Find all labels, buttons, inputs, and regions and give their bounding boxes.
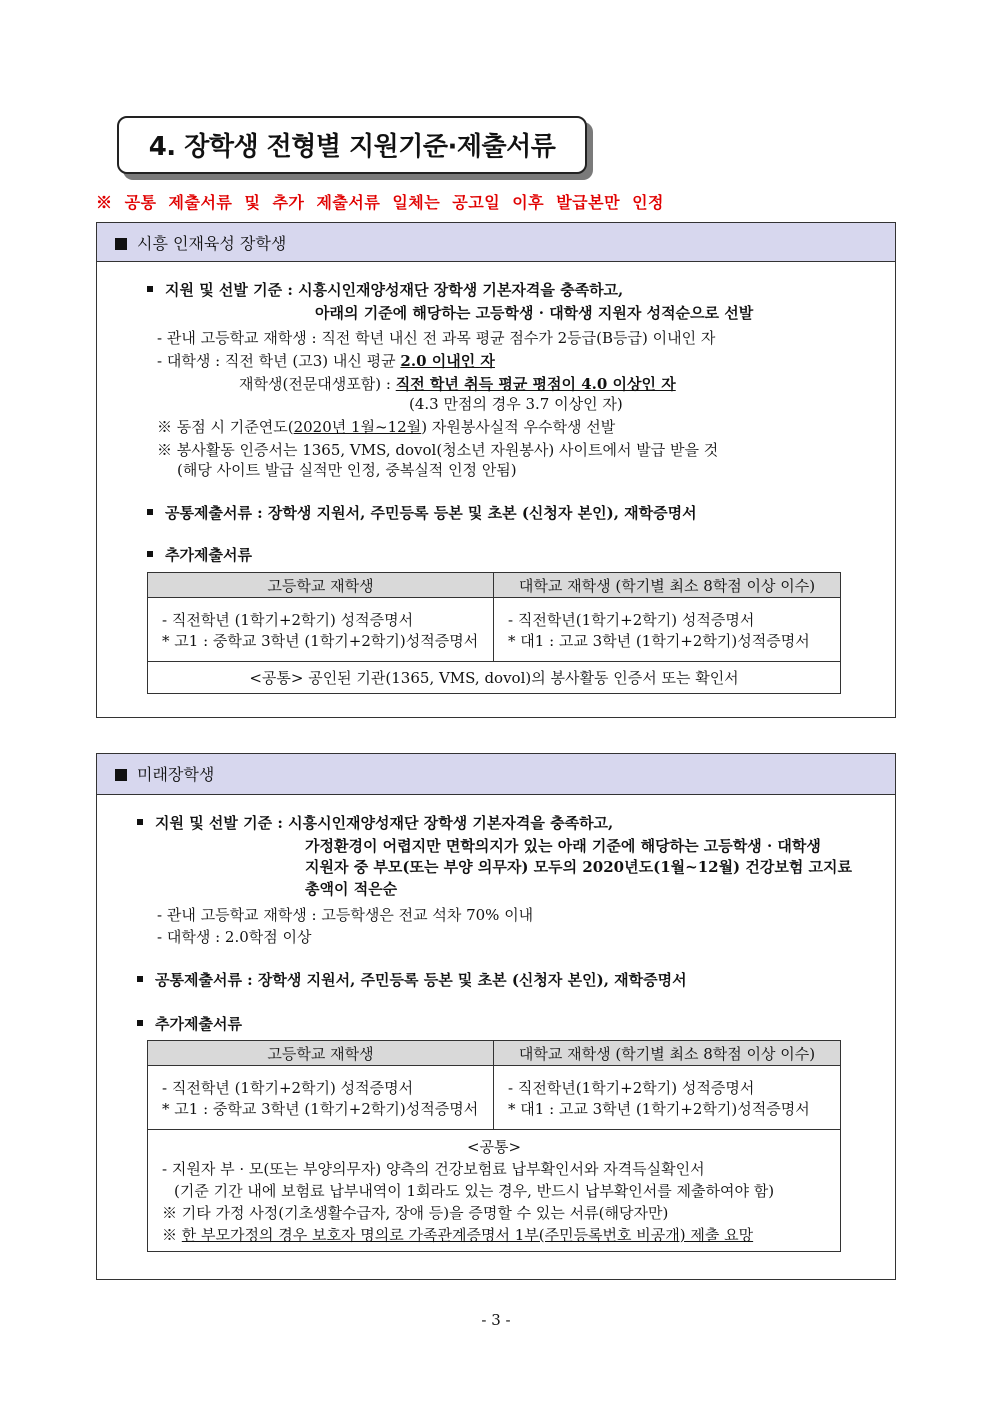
table-cell: - 직전학년(1학기+2학기) 성적증명서 * 대1 : 고교 3학년 (1학기+2학기)성적증명서	[494, 598, 841, 662]
section-title: 4. 장학생 전형별 지원기준·제출서류	[148, 132, 556, 162]
table-header: 대학교 재학생 (학기별 최소 8학점 이상 이수)	[494, 573, 841, 598]
criteria-line: 아래의 기준에 해당하는 고등학생 · 대학생 지원자 성적순으로 선발	[315, 304, 754, 322]
section-siheung-talent	[96, 222, 896, 718]
criteria-label: 지원 및 선발 기준 :	[155, 814, 283, 832]
section-heading: 미래장학생	[137, 765, 215, 784]
enrolled-note: (4.3 만점의 경우 3.7 이상인 자)	[409, 395, 623, 413]
extra-docs-label: 추가제출서류	[137, 1013, 242, 1034]
square-bullet-icon	[115, 238, 127, 250]
extra-docs-table	[147, 1040, 841, 1252]
section-header	[97, 223, 895, 262]
table-header: 고등학교 재학생	[148, 573, 494, 598]
table-cell: - 직전학년 (1학기+2학기) 성적증명서 * 고1 : 중학교 3학년 (1학기+2학기)성적증명서	[148, 1066, 494, 1130]
criteria-line: 총액이 적은순	[305, 880, 398, 898]
criteria-line: 시흥시인재양성재단 장학생 기본자격을 충족하고,	[298, 281, 624, 299]
uni-criteria: - 대학생 : 직전 학년 (고3) 내신 평균 2.0 이내인 자	[157, 352, 495, 370]
tie-rule: ※ 동점 시 기준연도(2020년 1월~12월) 자원봉사실적 우수학생 선발	[157, 418, 616, 436]
hs-criteria: - 관내 고등학교 재학생 : 직전 학년 내신 전 과목 평균 점수가 2등급(B등급) 이내인 자	[157, 329, 716, 347]
volunteer-rule: ※ 봉사활동 인증서는 1365, VMS, dovol(청소년 자원봉사) 사이트에서 발급 받을 것	[157, 441, 719, 459]
extra-docs-label: 추가제출서류	[147, 544, 252, 565]
section-title-box	[117, 116, 587, 174]
uni-criteria: - 대학생 : 2.0학점 이상	[157, 928, 312, 946]
bullet-icon	[147, 286, 153, 292]
table-header: 고등학교 재학생	[148, 1041, 494, 1066]
square-bullet-icon	[115, 769, 127, 781]
criteria-label: 지원 및 선발 기준 :	[165, 281, 293, 299]
table-cell: - 직전학년 (1학기+2학기) 성적증명서 * 고1 : 중학교 3학년 (1학기+2학기)성적증명서	[148, 598, 494, 662]
volunteer-note: (해당 사이트 발급 실적만 인정, 중복실적 인정 안됨)	[177, 461, 517, 479]
bullet-icon	[137, 819, 143, 825]
table-cell: - 직전학년(1학기+2학기) 성적증명서 * 대1 : 고교 3학년 (1학기+2학기)성적증명서	[494, 1066, 841, 1130]
section-heading: 시흥 인재육성 장학생	[137, 234, 287, 253]
bullet-icon	[147, 509, 153, 515]
table-header: 대학교 재학생 (학기별 최소 8학점 이상 이수)	[494, 1041, 841, 1066]
section-future-scholar	[96, 753, 896, 1280]
uni-highlight: 2.0 이내인 자	[400, 352, 495, 370]
criteria-row	[137, 812, 613, 833]
notice-text: ※ 공통 제출서류 및 추가 제출서류 일체는 공고일 이후 발급본만 인정	[96, 193, 665, 212]
criteria-line: 가정환경이 어렵지만 면학의지가 있는 아래 기준에 해당하는 고등학생 · 대학생	[305, 837, 821, 855]
enrolled-criteria: 재학생(전문대생포함) : 직전 학년 취득 평균 평점이 4.0 이상인 자	[239, 375, 676, 393]
criteria-line: 지원자 중 부모(또는 부양 의무자) 모두의 2020년도(1월~12월) 건강보험 고지료	[305, 858, 853, 876]
bullet-icon	[137, 1020, 143, 1026]
bullet-icon	[137, 976, 143, 982]
criteria-line: 시흥시인재양성재단 장학생 기본자격을 충족하고,	[288, 814, 614, 832]
extra-docs-table	[147, 572, 841, 694]
section-header	[97, 754, 895, 795]
enrolled-highlight: 직전 학년 취득 평균 평점이 4.0 이상인 자	[395, 375, 676, 393]
common-docs: 공통제출서류 : 장학생 지원서, 주민등록 등본 및 초본 (신청자 본인), 재학증명서	[137, 969, 687, 990]
table-common-cell: <공통> - 지원자 부 · 모(또는 부양의무자) 양측의 건강보험료 납부확인서와 자격득실확인서 (기준 기간 내에 보험료 납부내역이 1회라도 있는 경우, 반드시 납부확인서를 제출하여야 함) ※ 기타 가정 사정(기초생활수급자, 장애 등)을 증명할 수 있는 서류(해당자만) ※ 한 부모가정의 경우 보호자 명의로 가족관계증명서 1부(주민등록번호 비공개) 제출 요망	[148, 1130, 841, 1252]
hs-criteria: - 관내 고등학교 재학생 : 고등학생은 전교 석차 70% 이내	[157, 906, 534, 924]
common-docs: 공통제출서류 : 장학생 지원서, 주민등록 등본 및 초본 (신청자 본인), 재학증명서	[147, 502, 697, 523]
criteria-row	[147, 279, 623, 300]
page-number: - 3 -	[481, 1311, 511, 1329]
tie-year: 2020년 1월~12월	[293, 418, 422, 436]
table-common-row: <공통> 공인된 기관(1365, VMS, dovol)의 봉사활동 인증서 또는 확인서	[148, 662, 841, 694]
bullet-icon	[147, 551, 153, 557]
